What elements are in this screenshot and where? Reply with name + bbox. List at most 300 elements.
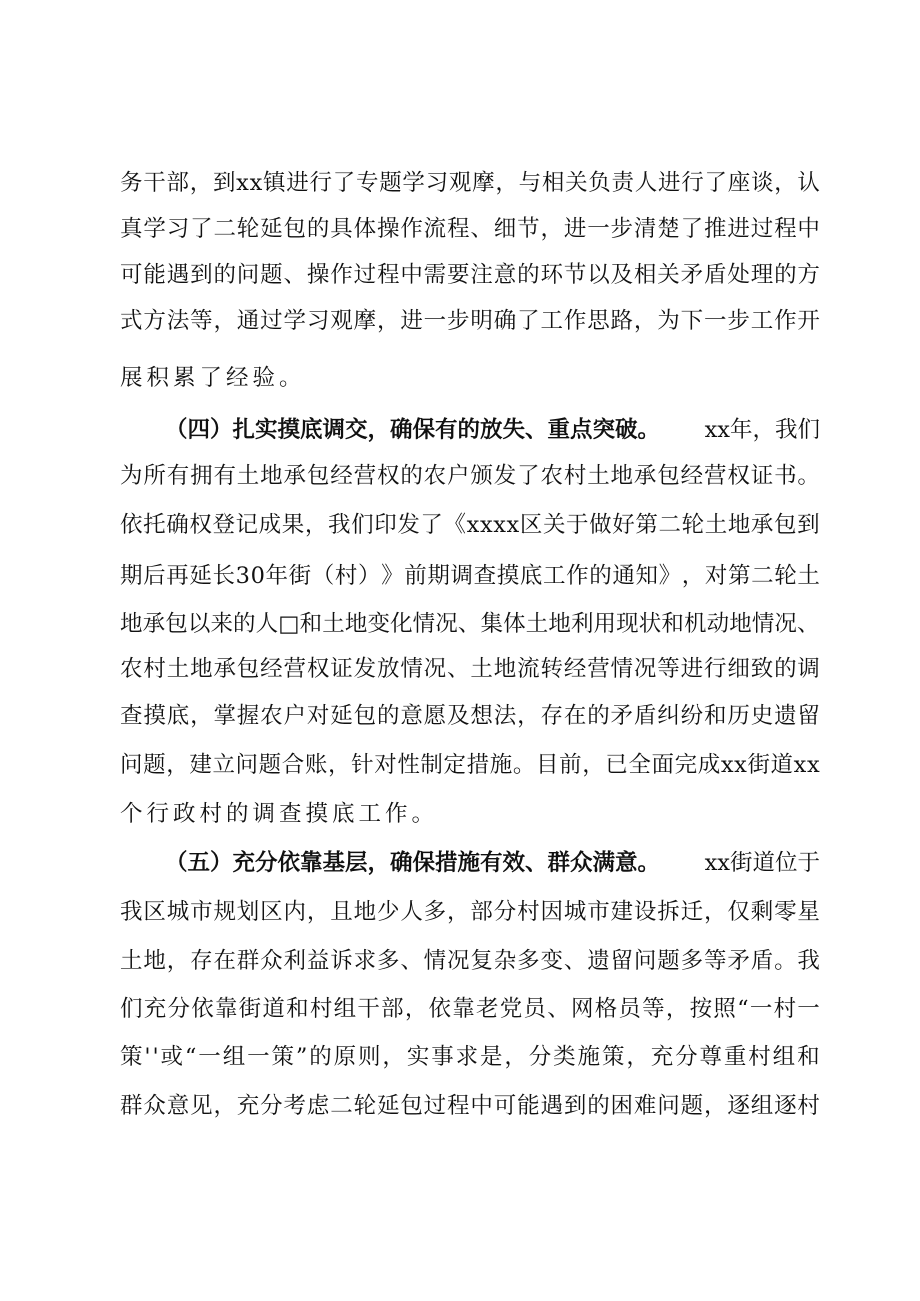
char: 策	[271, 1044, 294, 1070]
char: ，	[504, 1044, 527, 1070]
char: 众	[260, 948, 283, 974]
char: 措	[466, 752, 490, 778]
char: 思	[587, 308, 610, 334]
char: 到	[563, 1093, 587, 1119]
char: 区	[143, 899, 166, 925]
char: 分	[167, 996, 190, 1022]
char: 查	[473, 563, 497, 589]
char: 一	[797, 996, 820, 1022]
char: 存	[190, 948, 213, 974]
char: 了	[190, 216, 213, 242]
char: 矛	[610, 703, 634, 729]
char: 仅	[727, 899, 750, 925]
char: 注	[470, 262, 493, 288]
section-text-5: xx街道位于	[704, 850, 820, 876]
char: 困	[610, 1093, 634, 1119]
char: 证	[750, 463, 774, 489]
char: 户	[283, 703, 307, 729]
char: 问	[657, 1093, 680, 1119]
char: 依	[428, 996, 452, 1022]
char: 有	[213, 463, 236, 489]
char: 了	[332, 170, 356, 196]
char: 逐	[727, 1093, 750, 1119]
char: 关	[565, 170, 588, 196]
char: 进	[680, 656, 704, 682]
char: 用	[593, 611, 617, 637]
char: 靠	[214, 996, 238, 1022]
char: ）	[358, 563, 381, 589]
char: 有	[166, 463, 190, 489]
char: 体	[353, 216, 377, 242]
section-heading-line	[165, 846, 820, 880]
char: 况	[423, 656, 447, 682]
char: '	[152, 1044, 159, 1070]
char: 留	[610, 948, 634, 974]
char: 题	[258, 752, 282, 778]
char: 村	[797, 1093, 820, 1119]
char: 干	[357, 996, 380, 1022]
paragraph-line	[120, 797, 820, 831]
char: 了	[680, 216, 704, 242]
char: ，	[190, 703, 213, 729]
char: 农	[540, 463, 563, 489]
char: 处	[727, 262, 750, 288]
char: 土	[166, 656, 190, 682]
char: 矛	[727, 948, 750, 974]
char: 方	[143, 308, 166, 334]
char: 第	[728, 563, 751, 589]
char: ，	[304, 512, 328, 538]
char: ，	[213, 308, 236, 334]
char: 全	[628, 752, 651, 778]
char: x	[793, 752, 807, 778]
char: 0	[250, 563, 265, 589]
char: 承	[633, 463, 657, 489]
char: 延	[189, 563, 212, 589]
line-text: 展积累了经验。	[120, 365, 306, 391]
char: 现	[616, 611, 639, 637]
char: 的	[233, 611, 256, 637]
char: 过	[353, 262, 377, 288]
char: 地	[143, 948, 166, 974]
paragraph-line	[120, 748, 820, 782]
char: 转	[540, 656, 563, 682]
char: 一	[703, 308, 727, 334]
char: 街	[747, 752, 770, 778]
char: 年	[265, 563, 289, 589]
char: ，	[703, 899, 727, 925]
char: 问	[236, 262, 260, 288]
char: 市	[587, 899, 610, 925]
paragraph-line	[120, 992, 820, 1026]
char: 步	[610, 216, 634, 242]
char: 确	[166, 512, 189, 538]
char: 学	[402, 170, 425, 196]
char: ，	[495, 170, 518, 196]
char: 过	[750, 216, 774, 242]
char: 的	[587, 703, 610, 729]
char: 土	[525, 611, 549, 637]
char: 街	[238, 996, 262, 1022]
char: 对	[374, 752, 397, 778]
char: 党	[499, 996, 523, 1022]
char: 重	[723, 1044, 747, 1070]
char: 程	[447, 216, 470, 242]
char: 、	[470, 216, 493, 242]
line-text	[120, 258, 820, 292]
char: 再	[166, 563, 189, 589]
char: 设	[633, 899, 657, 925]
char: 作	[774, 308, 797, 334]
char: 理	[750, 262, 774, 288]
char: 因	[540, 899, 563, 925]
char: 承	[750, 512, 774, 538]
char: 题	[657, 948, 680, 974]
char: 类	[553, 1044, 576, 1070]
char: 具	[330, 216, 353, 242]
char: 摸	[143, 703, 166, 729]
char: 群	[120, 1093, 143, 1119]
char: 目	[535, 752, 559, 778]
char: 城	[166, 899, 190, 925]
char: 进	[400, 308, 423, 334]
char: 可	[120, 262, 143, 288]
char: 相	[633, 262, 657, 288]
char: “	[184, 1044, 197, 1070]
char: 轮	[774, 563, 797, 589]
char: 、	[283, 262, 307, 288]
char: 登	[212, 512, 235, 538]
char: 通	[612, 563, 635, 589]
char: 的	[517, 262, 540, 288]
char: 史	[750, 703, 774, 729]
char: 成	[258, 512, 282, 538]
section-heading-4: （四）扎实摸底调交，确保有的放失、重点突破。	[165, 417, 661, 443]
char: 可	[493, 1093, 517, 1119]
char: 一	[587, 216, 610, 242]
char: 书	[774, 463, 797, 489]
paragraph-line	[120, 166, 820, 200]
char: 进	[563, 216, 587, 242]
char: 致	[750, 656, 774, 682]
char: 工	[540, 308, 563, 334]
char: 摸	[496, 563, 520, 589]
char: 谈	[750, 170, 774, 196]
char: 包	[774, 512, 797, 538]
char: 地	[190, 656, 213, 682]
char: 中	[400, 262, 423, 288]
char: 与	[518, 170, 542, 196]
char: 充	[650, 1044, 674, 1070]
char: 建	[189, 752, 212, 778]
char: 变	[367, 611, 390, 637]
char: 以	[587, 262, 610, 288]
char: x	[506, 512, 520, 538]
char: 真	[120, 216, 143, 242]
char: 了	[517, 463, 540, 489]
paragraph-line	[120, 304, 820, 338]
char: 、	[457, 611, 481, 637]
char: ，	[681, 563, 705, 589]
char: 第	[635, 512, 658, 538]
char: 等	[657, 656, 680, 682]
char: 建	[610, 899, 634, 925]
char: 虑	[306, 1093, 330, 1119]
char: 能	[517, 1093, 540, 1119]
char: 操	[306, 262, 330, 288]
char: 工	[543, 563, 566, 589]
char: 老	[476, 996, 499, 1022]
char: 果	[281, 512, 305, 538]
char: 盾	[750, 948, 774, 974]
char: 及	[610, 262, 634, 288]
char: 程	[376, 262, 400, 288]
char: 遇	[540, 1093, 563, 1119]
char: 营	[703, 463, 727, 489]
char: 座	[727, 170, 751, 196]
char: 原	[333, 1044, 357, 1070]
char: 作	[563, 308, 587, 334]
char: 了	[704, 170, 727, 196]
line-text	[120, 1040, 820, 1074]
char: x	[493, 512, 506, 538]
char: 下	[680, 308, 704, 334]
char: 专	[355, 170, 379, 196]
char: ”	[295, 1044, 308, 1070]
line-text	[120, 459, 820, 493]
char: 确	[493, 308, 517, 334]
char: 充	[236, 1093, 260, 1119]
char: ，	[166, 752, 189, 778]
char: 经	[680, 463, 704, 489]
char: x	[236, 170, 249, 196]
char: 拥	[190, 463, 213, 489]
char: 承	[283, 463, 307, 489]
char: 承	[142, 611, 166, 637]
char: 包	[657, 463, 680, 489]
char: 在	[563, 703, 587, 729]
char: 到	[212, 170, 236, 196]
char: ，	[376, 308, 400, 334]
char: 制	[420, 752, 443, 778]
char: 土	[797, 563, 820, 589]
char: 记	[235, 512, 259, 538]
char: 的	[774, 656, 797, 682]
char: 期	[427, 563, 450, 589]
char: 多	[423, 899, 447, 925]
char: 村	[143, 656, 166, 682]
line-text	[120, 992, 820, 1026]
char: ，	[774, 170, 797, 196]
char: 诉	[330, 948, 353, 974]
line-text: 个行政村的调查摸底工作。	[120, 801, 439, 827]
char: 节	[563, 262, 587, 288]
char: ，	[189, 170, 213, 196]
char: 发	[397, 512, 420, 538]
line-text	[120, 607, 820, 641]
char: 、	[797, 611, 820, 637]
char: 对	[704, 563, 728, 589]
char: 一	[423, 308, 447, 334]
char: 多	[680, 948, 704, 974]
char: 求	[353, 948, 377, 974]
char: 留	[797, 703, 820, 729]
char: 历	[727, 703, 750, 729]
char: 了	[517, 308, 540, 334]
char: 的	[306, 216, 330, 242]
char: 摩	[472, 170, 495, 196]
char: 进	[286, 170, 309, 196]
char: 策	[120, 1044, 143, 1070]
char: 掌	[213, 703, 236, 729]
char: 观	[448, 170, 472, 196]
paragraph-line	[120, 361, 820, 395]
char: 中	[470, 1093, 493, 1119]
char: □	[278, 611, 300, 637]
char: 城	[563, 899, 587, 925]
char: 人	[400, 899, 423, 925]
char: 格	[594, 996, 618, 1022]
char: 作	[400, 216, 423, 242]
char: 人	[255, 611, 279, 637]
char: x	[720, 752, 734, 778]
char: 轮	[681, 512, 705, 538]
char: 分	[493, 899, 517, 925]
char: 》	[658, 563, 682, 589]
char: 权	[189, 512, 212, 538]
char: 土	[470, 656, 493, 682]
char: 》	[381, 563, 404, 589]
char: 作	[566, 563, 589, 589]
char: 土	[236, 463, 260, 489]
char: 务	[120, 170, 143, 196]
char: 且	[330, 899, 353, 925]
char: 程	[774, 216, 797, 242]
char: 轮	[353, 1093, 377, 1119]
char: 利	[283, 948, 307, 974]
char: 集	[480, 611, 504, 637]
char: 进	[727, 216, 750, 242]
char: 多	[376, 948, 400, 974]
section-heading-line	[165, 413, 820, 447]
char: 我	[327, 512, 351, 538]
char: 地	[727, 512, 751, 538]
char: 知	[635, 563, 659, 589]
char: 实	[406, 1044, 430, 1070]
char: “	[737, 996, 749, 1022]
char: 发	[353, 656, 377, 682]
char: 村	[773, 996, 797, 1022]
char: 相	[541, 170, 565, 196]
line-text	[120, 652, 820, 686]
char: 节	[517, 216, 540, 242]
char: 市	[190, 899, 213, 925]
paragraph-line	[120, 459, 820, 493]
char: ，	[382, 1044, 405, 1070]
char: 少	[376, 899, 400, 925]
char: 性	[397, 752, 420, 778]
char: 问	[235, 752, 259, 778]
char: 情	[412, 611, 436, 637]
char: 问	[633, 948, 657, 974]
char: 组	[772, 1044, 796, 1070]
paragraph-line	[120, 944, 820, 978]
char: 街	[288, 563, 312, 589]
char: 式	[120, 308, 143, 334]
char: 道	[770, 752, 794, 778]
char: 地	[610, 463, 634, 489]
char: 变	[540, 948, 563, 974]
char: 况	[435, 611, 458, 637]
char: 开	[797, 308, 820, 334]
char: 们	[351, 512, 374, 538]
paragraph-line	[120, 607, 820, 641]
char: 调	[450, 563, 474, 589]
char: 成	[697, 752, 721, 778]
paragraph-line	[120, 699, 820, 733]
char: 包	[236, 656, 260, 682]
char: 和	[286, 996, 309, 1022]
char: 考	[283, 1093, 307, 1119]
char: 负	[588, 170, 611, 196]
char: 调	[797, 656, 820, 682]
paragraph-line	[120, 559, 820, 593]
section-heading-5: （五）充分依靠基层，确保措施有效、群众满意。	[165, 850, 661, 876]
char: 一	[247, 1044, 270, 1070]
char: ，	[517, 703, 540, 729]
char: 矛	[680, 262, 704, 288]
char: 学	[143, 216, 166, 242]
char: 营	[283, 656, 307, 682]
char: 题	[680, 1093, 704, 1119]
char: 经	[563, 656, 587, 682]
char: 意	[400, 703, 423, 729]
char: 学	[283, 308, 307, 334]
char: 拆	[657, 899, 680, 925]
char: 于	[566, 512, 589, 538]
char: 过	[423, 1093, 447, 1119]
char: 行	[309, 170, 332, 196]
char: 责	[611, 170, 635, 196]
char: 通	[236, 308, 260, 334]
char: 延	[260, 216, 283, 242]
char: 情	[751, 611, 775, 637]
char: 颁	[470, 463, 493, 489]
char: 环	[540, 262, 563, 288]
char: ，	[213, 1093, 236, 1119]
char: 盾	[633, 703, 657, 729]
paragraph-line	[120, 212, 820, 246]
char: 明	[470, 308, 493, 334]
char: ，	[633, 308, 657, 334]
char: 剩	[750, 899, 774, 925]
line-text	[120, 304, 820, 338]
char: 、	[447, 656, 470, 682]
char: 面	[651, 752, 675, 778]
char: 。	[774, 948, 797, 974]
char: 权	[306, 656, 330, 682]
char: 工	[750, 308, 774, 334]
char: ，	[582, 752, 605, 778]
char: ，	[404, 996, 428, 1022]
char: 、	[547, 996, 570, 1022]
char: 等	[642, 996, 665, 1022]
char: 利	[570, 611, 594, 637]
line-text	[120, 944, 820, 978]
char: 部	[470, 899, 493, 925]
char: 多	[517, 948, 540, 974]
char: 化	[390, 611, 413, 637]
